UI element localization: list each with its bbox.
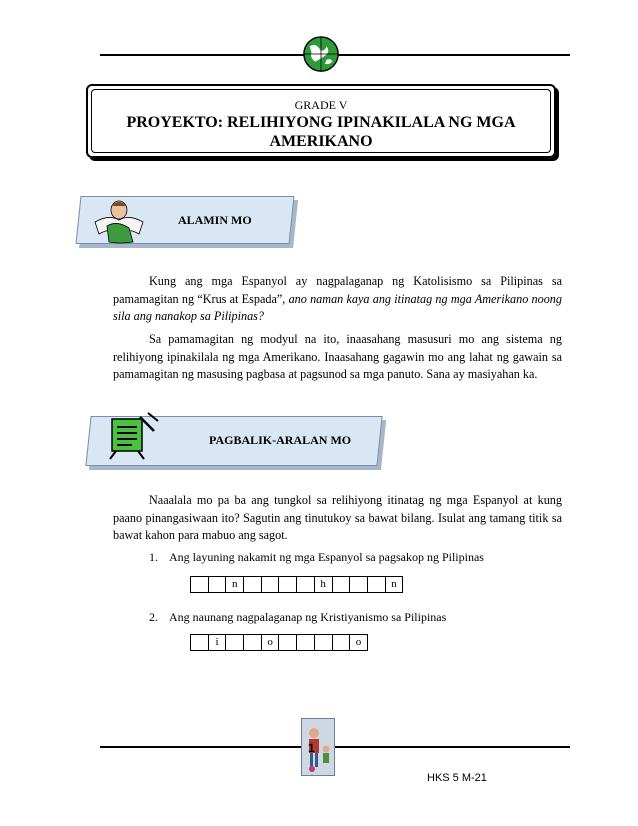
page-badge — [301, 718, 335, 776]
question-1-text: Ang layuning nakamit ng mga Espanyol sa pagsakop ng Pilipinas — [169, 550, 484, 564]
answer-box[interactable] — [296, 576, 315, 593]
question-2-number: 2. — [149, 610, 158, 624]
pagbalik-label: PAGBALIK-ARALAN MO — [209, 433, 352, 447]
answer-box[interactable] — [349, 576, 368, 593]
family-icon — [302, 719, 334, 775]
project-title — [88, 113, 554, 151]
pagbalik-intro: Naaalala mo pa ba ang tungkol sa relihiyong itinatag ng mga Espanyol at kung paano pinangasiwaan ito? Sagutin ang tinutukoy sa bawat bilang. Isulat ang tamang titik sa bawat kahon para mabuo ang sagot. — [113, 493, 562, 542]
answer-box[interactable] — [190, 576, 209, 593]
answer-box[interactable] — [296, 634, 315, 651]
globe-icon — [302, 35, 340, 73]
project-title-line1: PROYEKTO: RELIHIYONG IPINAKILALA NG MGA — [126, 114, 516, 131]
answer-box[interactable] — [332, 634, 351, 651]
answer-box[interactable] — [314, 634, 333, 651]
answer-box[interactable] — [261, 576, 280, 593]
answer-box[interactable] — [367, 576, 386, 593]
title-box — [86, 84, 556, 158]
answer-box[interactable] — [332, 576, 351, 593]
checklist-icon — [104, 408, 160, 462]
answer-box[interactable] — [278, 576, 297, 593]
alamin-paragraph-2: Sa pamamagitan ng modyul na ito, inaasahang masusuri mo ang sistema ng relihiyong ipinakilala ng mga Amerikano. Inaasahang gagawin mo ang lahat ng gawain sa pamamagitan ng masusing pagbasa at pagsunod sa mga panuto. Sana ay masiyahan ka. — [113, 332, 562, 381]
project-title-line2: AMERIKANO — [269, 133, 373, 150]
module-code: HKS 5 M-21 — [427, 772, 487, 784]
answer-box[interactable]: h — [314, 576, 333, 593]
answer-box[interactable] — [243, 634, 262, 651]
answer-box[interactable] — [208, 576, 227, 593]
answer-boxes-1[interactable] — [190, 576, 403, 593]
answer-box[interactable] — [190, 634, 209, 651]
question-2-text: Ang naunang nagpalaganap ng Kristiyanismo sa Pilipinas — [169, 610, 447, 624]
answer-box[interactable] — [243, 576, 262, 593]
bottom-rule — [100, 746, 570, 748]
alamin-paragraph-1 — [113, 273, 562, 326]
person-reading-icon — [88, 196, 150, 246]
answer-box[interactable] — [278, 634, 297, 651]
answer-box[interactable] — [225, 634, 244, 651]
answer-box[interactable]: i — [208, 634, 227, 651]
answer-box[interactable]: o — [261, 634, 280, 651]
page-number: 1 — [308, 741, 315, 755]
answer-boxes-2[interactable] — [190, 634, 368, 651]
alamin-p1-italic: ano naman kaya ang itinatag ng mga Amerikano noong sila ang nanakop sa Pilipinas? — [113, 291, 562, 323]
answer-box[interactable]: n — [385, 576, 404, 593]
alamin-label: ALAMIN MO — [178, 213, 252, 227]
alamin-p1-normal: Kung ang mga Espanyol ay nagpalaganap ng Katolisismo sa Pilipinas sa pamamagitan ng “Krus at Espada”, — [113, 274, 562, 306]
question-1 — [149, 550, 484, 565]
answer-box[interactable]: o — [349, 634, 368, 651]
question-2 — [149, 610, 446, 625]
answer-box[interactable]: n — [225, 576, 244, 593]
question-1-number: 1. — [149, 550, 158, 564]
grade-label: GRADE V — [294, 98, 348, 112]
